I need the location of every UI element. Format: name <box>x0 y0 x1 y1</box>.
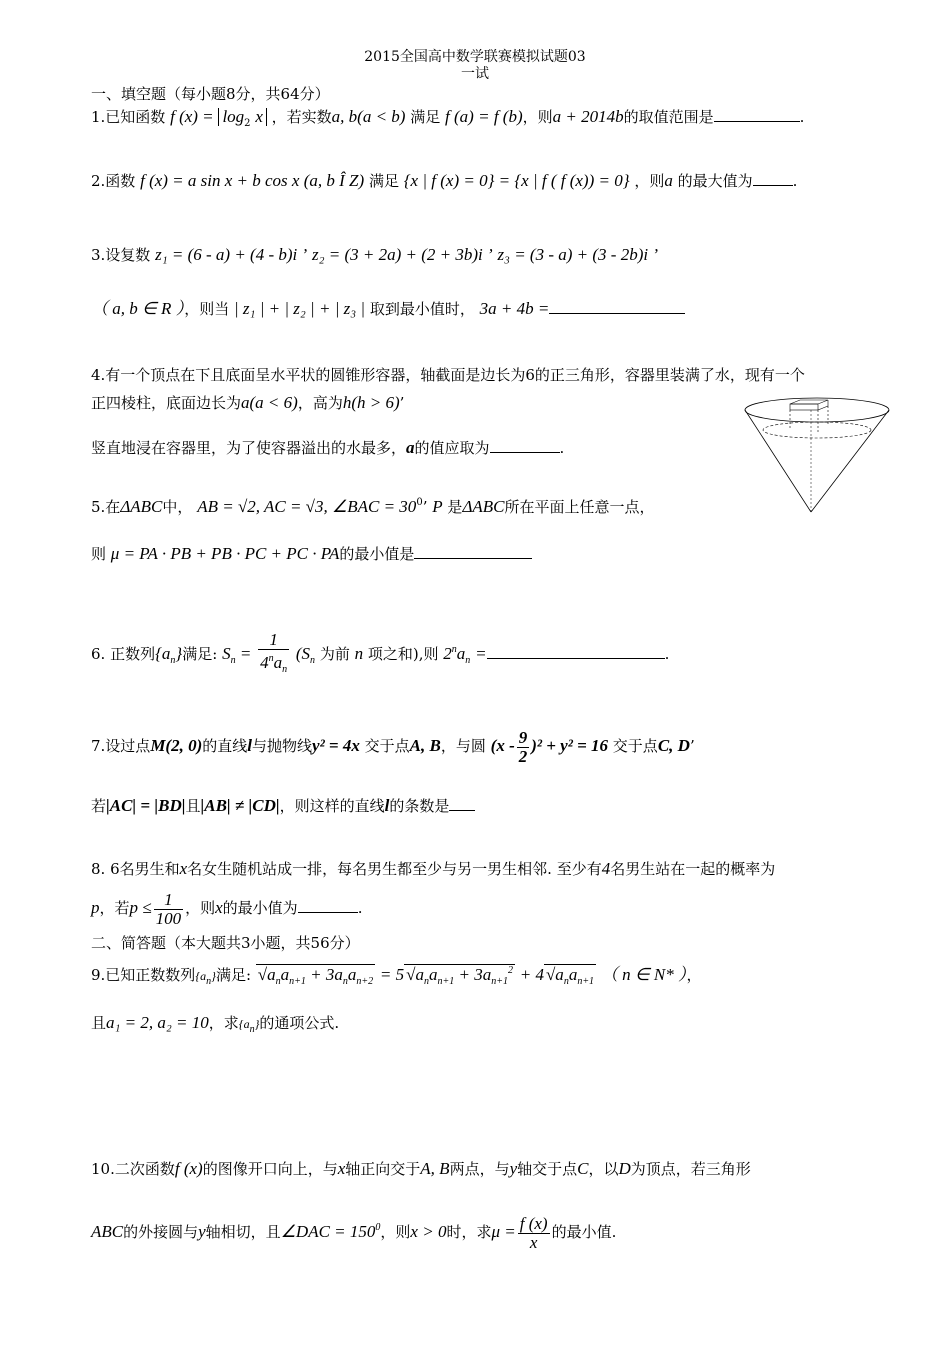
question-8-line-2: p，若p ≤ $\frac{1}{100}$ ，则x的最小值为 . <box>91 889 363 928</box>
answer-blank <box>449 796 475 811</box>
question-10-line-2: ABC的外接圆与y轴相切，且∠DAC = $150^0$，则x > 0时，求μ = $\frac{f (x)}{x}$ 的最小值. <box>91 1213 617 1252</box>
question-2: 2.函数 f (x) = a sin x + b cos x (a, b Î Z) 满足 {x | f (x) = 0} = {x | f ( f (x)) = 0} ，则a 的最大值为 . <box>91 171 798 190</box>
question-7-line-2: 若|AC| = |BD|且|AB| ≠ |CD|，则这样的直线l的条数是 <box>91 795 475 817</box>
question-3-line-2: （ a, b ∈ R ），则当 | z₁ | + | z₂ | + | z₃ | 取到最小值时， 3a + 4b = <box>91 298 685 320</box>
question-3: 3.设复数 z₁ = (6 - a) + (4 - b)i ’ z₂ = (3 + 2a) + (2 + 3b)i ’ z₃ = (3 - a) + (3 - 2b)i ’ <box>91 245 659 264</box>
page-subtitle: 一试 <box>461 66 489 82</box>
answer-blank <box>487 644 665 659</box>
question-9: 9.已知正数数列$\{a_n\}$满足: $√a_na_{n+1} + 3a_na_{n+2} = 5$ $√a_na_{n+1} + 3a_{n+1}^2 + 4$ $√a_na_{n+1}$ （ n ∈ N* ）， <box>91 965 702 987</box>
question-8: 8. 6名男生和x名女生随机站成一排，每名男生都至少与另一男生相邻. 至少有4名男生站在一起的概率为 <box>91 859 776 878</box>
question-1: 1.已知函数 f $(x) = \log_2 x$ ，若实数a, b(a < b) 满足 f (a) = f (b)，则a + 2014b的取值范围是 . <box>91 107 805 129</box>
question-5-line-2: 则 μ = PA · PB + PB · PC + PC · PA的最小值是 <box>91 543 532 565</box>
page-title: 2015全国高中数学联赛模拟试题03 <box>364 49 586 65</box>
answer-blank <box>490 438 560 453</box>
question-4: 4.有一个顶点在下且底面呈水平状的圆锥形容器，轴截面是边长为6的正三角形，容器里装满了水，现有一个 <box>91 366 805 384</box>
answer-blank <box>549 304 685 314</box>
answer-blank <box>714 107 800 122</box>
question-10: 10.二次函数f (x)的图像开口向上，与x轴正向交于A, B两点，与y轴交于点C，以D为顶点，若三角形 <box>91 1159 751 1178</box>
answer-blank <box>753 171 793 186</box>
answer-blank <box>414 544 532 559</box>
section-fill-heading: 一、填空题（每小题8分，共64分） <box>91 85 330 103</box>
question-5: 5.在ΔABC中， AB = √2, AC = √3, ∠BAC = $30^0$’ P 是ΔABC所在平面上任意一点， <box>91 497 655 516</box>
question-9-line-2: 且a₁ = 2, a₂ = 10，求$\{a_n\}$的通项公式. <box>91 1013 340 1035</box>
question-4-line-2: 正四棱柱，底面边长为a(a < 6)，高为h(h > 6)’ <box>91 393 405 412</box>
question-6: 6. 正数列$\{a_n\}$满足: $S_n$ = $\frac{1}{4^na_n}$ ($S_n$ 为前 n 项之和),则 $2^na_n$ = . <box>91 630 670 675</box>
question-4-line-3: 竖直地浸在容器里，为了使容器溢出的水最多，a的值应取为 . <box>91 438 565 457</box>
section-answer-heading: 二、简答题（本大题共3小题，共56分） <box>91 934 360 952</box>
question-7: 7.设过点M(2, 0)的直线l与抛物线y² = 4x 交于点A, B，与圆 (x - $\frac{9}{2}$ )² + y² = 16 交于点C, D’ <box>91 727 695 766</box>
answer-blank <box>298 898 358 913</box>
cone-container-figure <box>742 392 892 518</box>
